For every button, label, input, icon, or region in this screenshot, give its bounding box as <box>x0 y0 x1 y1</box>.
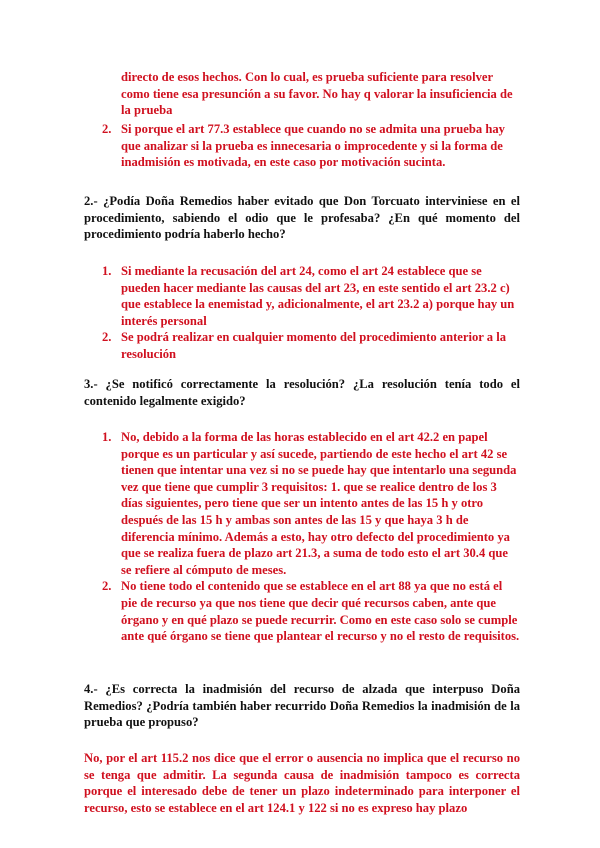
answer-list-q1 <box>84 121 520 171</box>
answer-4: No, por el art 115.2 nos dice que el error o ausencia no implica que el recurso no se tenga que admitir. La segunda causa de inadmisión tampoco es correcta porque el interesado debe de tener un plazo indeterminado para interponer el recurso, esto se establece en el art 124.1 y 122 si no es expreso hay plazo <box>84 751 520 815</box>
answer-list-q2 <box>84 263 520 363</box>
list-item: 1. Si mediante la recusación del art 24, como el art 24 establece que se pueden hacer mediante las causas del art 23, en este sentido el art 23.2 c) que establece la enemistad y, adicionalmente, el art 23.2 a) porque hay un interés personal <box>102 264 515 328</box>
list-item: 2. No tiene todo el contenido que se establece en el art 88 ya que no está el pie de recurso ya que nos tiene que decir qué recursos caben, ante que órgano y en qué plazo se puede recurrir. Como en este caso solo se cumple ante qué órgano se tiene que plantear el recurso y no el resto de requisitos. <box>102 579 520 644</box>
list-item: 2. Se podrá realizar en cualquier momento del procedimiento anterior a la resolución <box>102 330 507 361</box>
answer-list-q3 <box>84 429 520 645</box>
question-3: 3.- ¿Se notificó correctamente la resolución? ¿La resolución tenía todo el contenido legalmente exigido? <box>84 377 520 408</box>
question-4: 4.- ¿Es correcta la inadmisión del recurso de alzada que interpuso Doña Remedios? ¿Podría también haber recurrido Doña Remedios la inadmisión de la prueba que propuso? <box>84 682 520 730</box>
answer-continuation: directo de esos hechos. Con lo cual, es prueba suficiente para resolver como tiene esa presunción a su favor. No hay q valorar la insuficiencia de la prueba <box>121 70 513 118</box>
question-2: 2.- ¿Podía Doña Remedios haber evitado que Don Torcuato interviniese en el procedimiento, sabiendo el odio que le profesaba? ¿En qué momento del procedimiento podría haberlo hecho? <box>84 194 520 242</box>
list-item: 1. No, debido a la forma de las horas establecido en el art 42.2 en papel porque es un particular y así sucede, partiendo de este hecho el art 42 se tienen que intentar una vez si no se puede hay que intentarlo una segunda vez que tiene que cumplir 3 requisitos: 1. que se realice dentro de los 3 días siguientes, pero tiene que ser un intento antes de las 15 h y otro después de las 15 h y ambas son antes de las 15 y que haya 3 h de diferencia mínimo. Además a esto, hay otro defecto del procedimiento ya que se realiza fuera de plazo art 21.3, a suma de todo esto el art 30.4 que se refiere al cómputo de meses. <box>102 430 517 577</box>
list-item: 2. Si porque el art 77.3 establece que cuando no se admita una prueba hay que analizar si la prueba es innecesaria o improcedente y si la forma de inadmisión es motivada, en este caso por motivación sucinta. <box>102 122 505 170</box>
